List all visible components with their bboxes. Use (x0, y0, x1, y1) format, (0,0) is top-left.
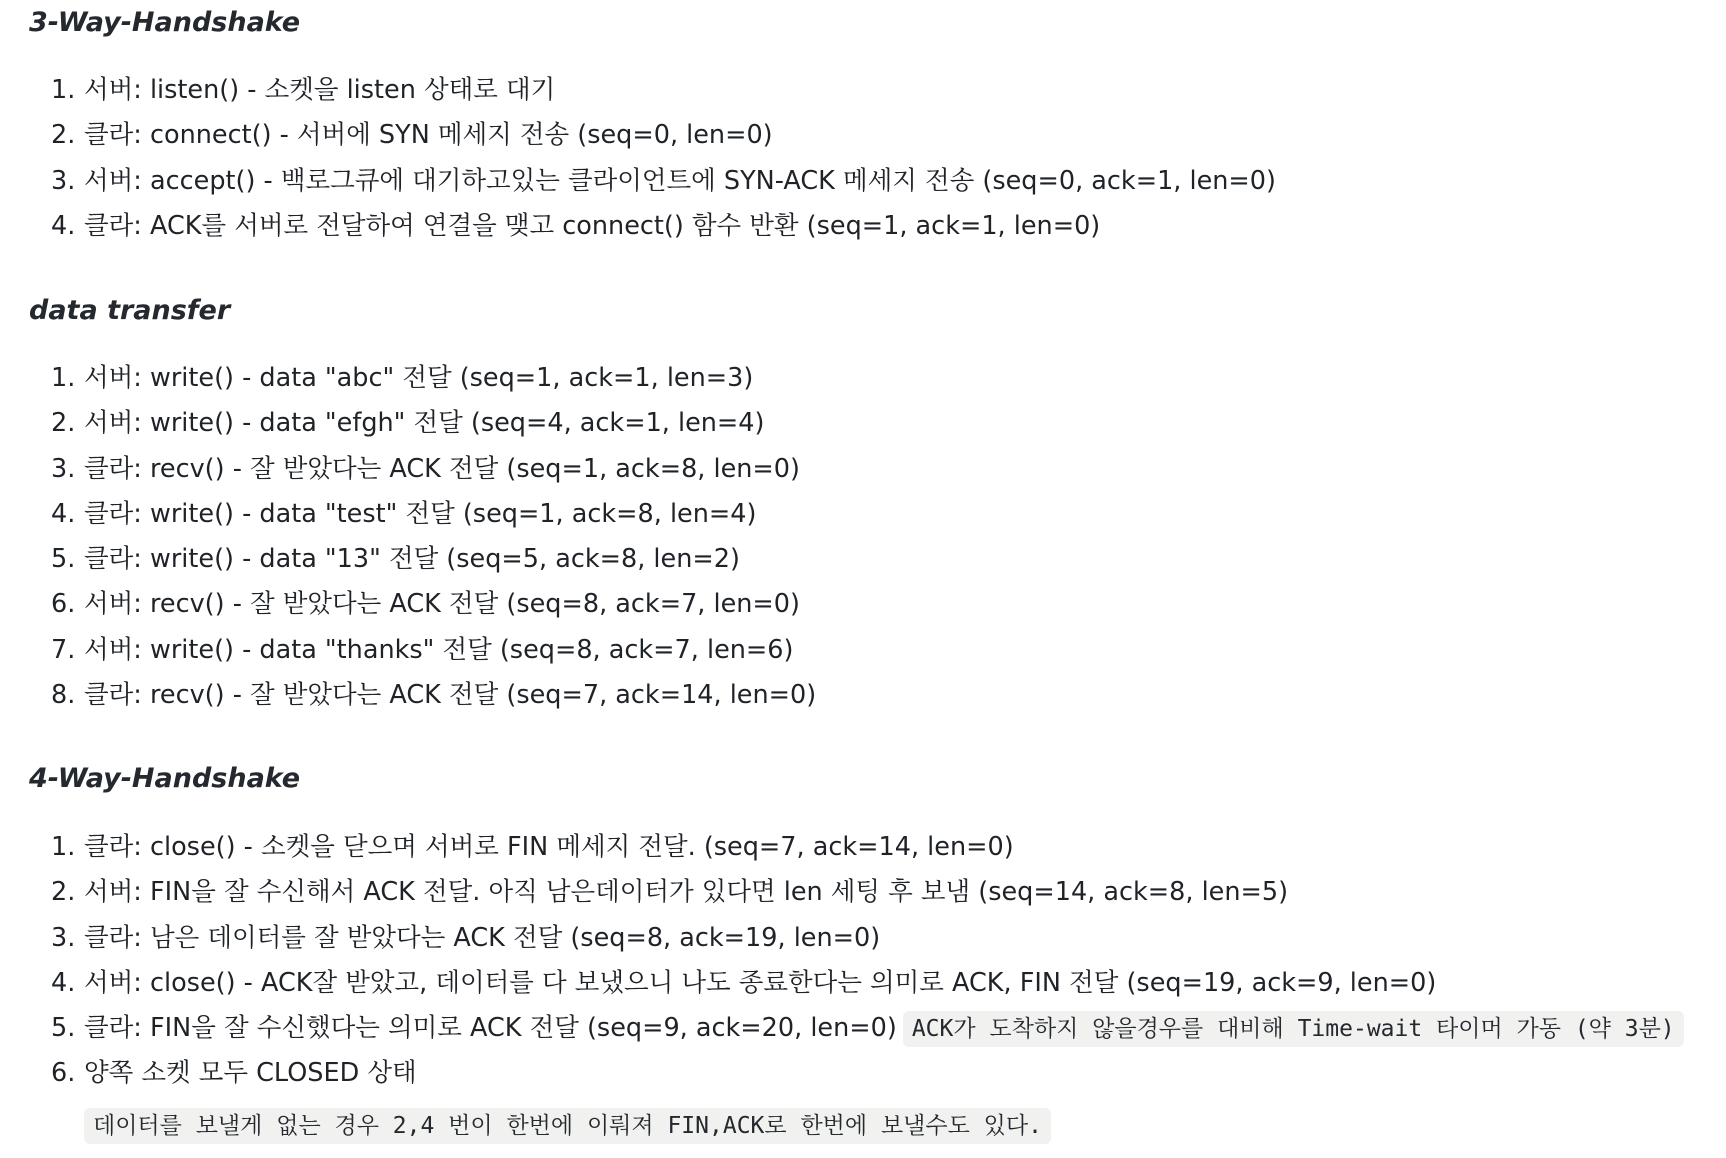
list-item-number: 5. (51, 1013, 76, 1044)
list-item-number: 6. (51, 589, 76, 620)
list-item (29, 1051, 1684, 1096)
list-item-number: 1. (51, 832, 76, 862)
list-item-text: 서버: write() - data "efgh" 전달 (seq=4, ack=1, len=4) (84, 408, 765, 439)
list-item-text: 서버: write() - data "thanks" 전달 (seq=8, ack=7, len=6) (84, 634, 794, 665)
list-item-number: 7. (51, 634, 76, 665)
list-item-text: 양쪽 소켓 모두 CLOSED 상태 (84, 1058, 417, 1089)
list-item (29, 582, 816, 627)
list-item (29, 537, 816, 582)
list-item (29, 492, 816, 537)
list-item-text: 서버: write() - data "abc" 전달 (seq=1, ack=1, len=3) (84, 363, 754, 393)
note-line (84, 1107, 1051, 1140)
inline-code-note: 데이터를 보낼게 없는 경우 2,4 번이 한번에 이뤄져 FIN,ACK로 한번에 보낼수도 있다. (84, 1108, 1051, 1144)
list-item-text: 클라: connect() - 서버에 SYN 메세지 전송 (seq=0, len=0) (84, 120, 773, 151)
list-item-number: 3. (51, 453, 76, 484)
list-item-text: 서버: recv() - 잘 받았다는 ACK 전달 (seq=8, ack=7, len=0) (84, 589, 800, 620)
list-item-text: 클라: ACK를 서버로 전달하여 연결을 맺고 connect() 함수 반환 (seq=1, ack=1, len=0) (84, 210, 1101, 241)
list-item-number: 3. (51, 165, 76, 196)
list-item-number: 2. (51, 120, 76, 151)
list-item (29, 1006, 1684, 1051)
list-item-text: 클라: FIN을 잘 수신했다는 의미로 ACK 전달 (seq=9, ack=20, len=0) (84, 1013, 897, 1044)
list-item (29, 628, 816, 673)
list-4-way-handshake (29, 825, 1684, 1097)
list-item-text: 클라: recv() - 잘 받았다는 ACK 전달 (seq=1, ack=8, len=0) (84, 453, 800, 484)
list-item (29, 356, 816, 401)
section-title-3-way-handshake: 3-Way-Handshake (29, 7, 301, 38)
list-item-text: 서버: accept() - 백로그큐에 대기하고있는 클라이언트에 SYN-ACK 메세지 전송 (seq=0, ack=1, len=0) (84, 165, 1276, 196)
list-3-way-handshake (29, 68, 1276, 249)
list-item-number: 6. (51, 1058, 76, 1089)
list-item-number: 1. (51, 363, 76, 393)
section-title-data-transfer: data transfer (29, 295, 231, 326)
list-item-number: 8. (51, 680, 76, 711)
list-item-text: 클라: 남은 데이터를 잘 받았다는 ACK 전달 (seq=8, ack=19, len=0) (84, 922, 881, 953)
list-item (29, 673, 816, 718)
section-title-4-way-handshake: 4-Way-Handshake (29, 763, 301, 794)
list-item (29, 916, 1684, 961)
list-item (29, 204, 1276, 249)
list-item-text: 클라: close() - 소켓을 닫으며 서버로 FIN 메세지 전달. (seq=7, ack=14, len=0) (84, 832, 1014, 862)
inline-code-time-wait: ACK가 도착하지 않을경우를 대비해 Time-wait 타이머 가동 (약 3분) (903, 1011, 1684, 1047)
list-item-text: 클라: recv() - 잘 받았다는 ACK 전달 (seq=7, ack=14, len=0) (84, 680, 817, 711)
list-item-number: 2. (51, 877, 76, 908)
list-item (29, 113, 1276, 158)
list-item-text: 서버: FIN을 잘 수신해서 ACK 전달. 아직 남은데이터가 있다면 len 세팅 후 보냄 (seq=14, ack=8, len=5) (84, 877, 1289, 908)
list-item (29, 961, 1684, 1006)
list-item-number: 4. (51, 210, 76, 241)
list-item (29, 870, 1684, 915)
list-item-number: 1. (51, 75, 76, 105)
list-item-number: 4. (51, 498, 76, 529)
list-item (29, 159, 1276, 204)
list-item (29, 68, 1276, 113)
list-item-text: 클라: write() - data "test" 전달 (seq=1, ack=8, len=4) (84, 498, 757, 529)
list-item-number: 4. (51, 967, 76, 998)
list-item-text: 서버: listen() - 소켓을 listen 상태로 대기 (84, 75, 556, 105)
list-item (29, 401, 816, 446)
list-item (29, 447, 816, 492)
list-item-number: 5. (51, 544, 76, 575)
list-item-number: 2. (51, 408, 76, 439)
list-item-text: 서버: close() - ACK잘 받았고, 데이터를 다 보냈으니 나도 종료한다는 의미로 ACK, FIN 전달 (seq=19, ack=9, len=0) (84, 967, 1437, 998)
list-item-text: 클라: write() - data "13" 전달 (seq=5, ack=8, len=2) (84, 544, 740, 575)
list-item (29, 825, 1684, 870)
list-data-transfer (29, 356, 816, 718)
list-item-number: 3. (51, 922, 76, 953)
